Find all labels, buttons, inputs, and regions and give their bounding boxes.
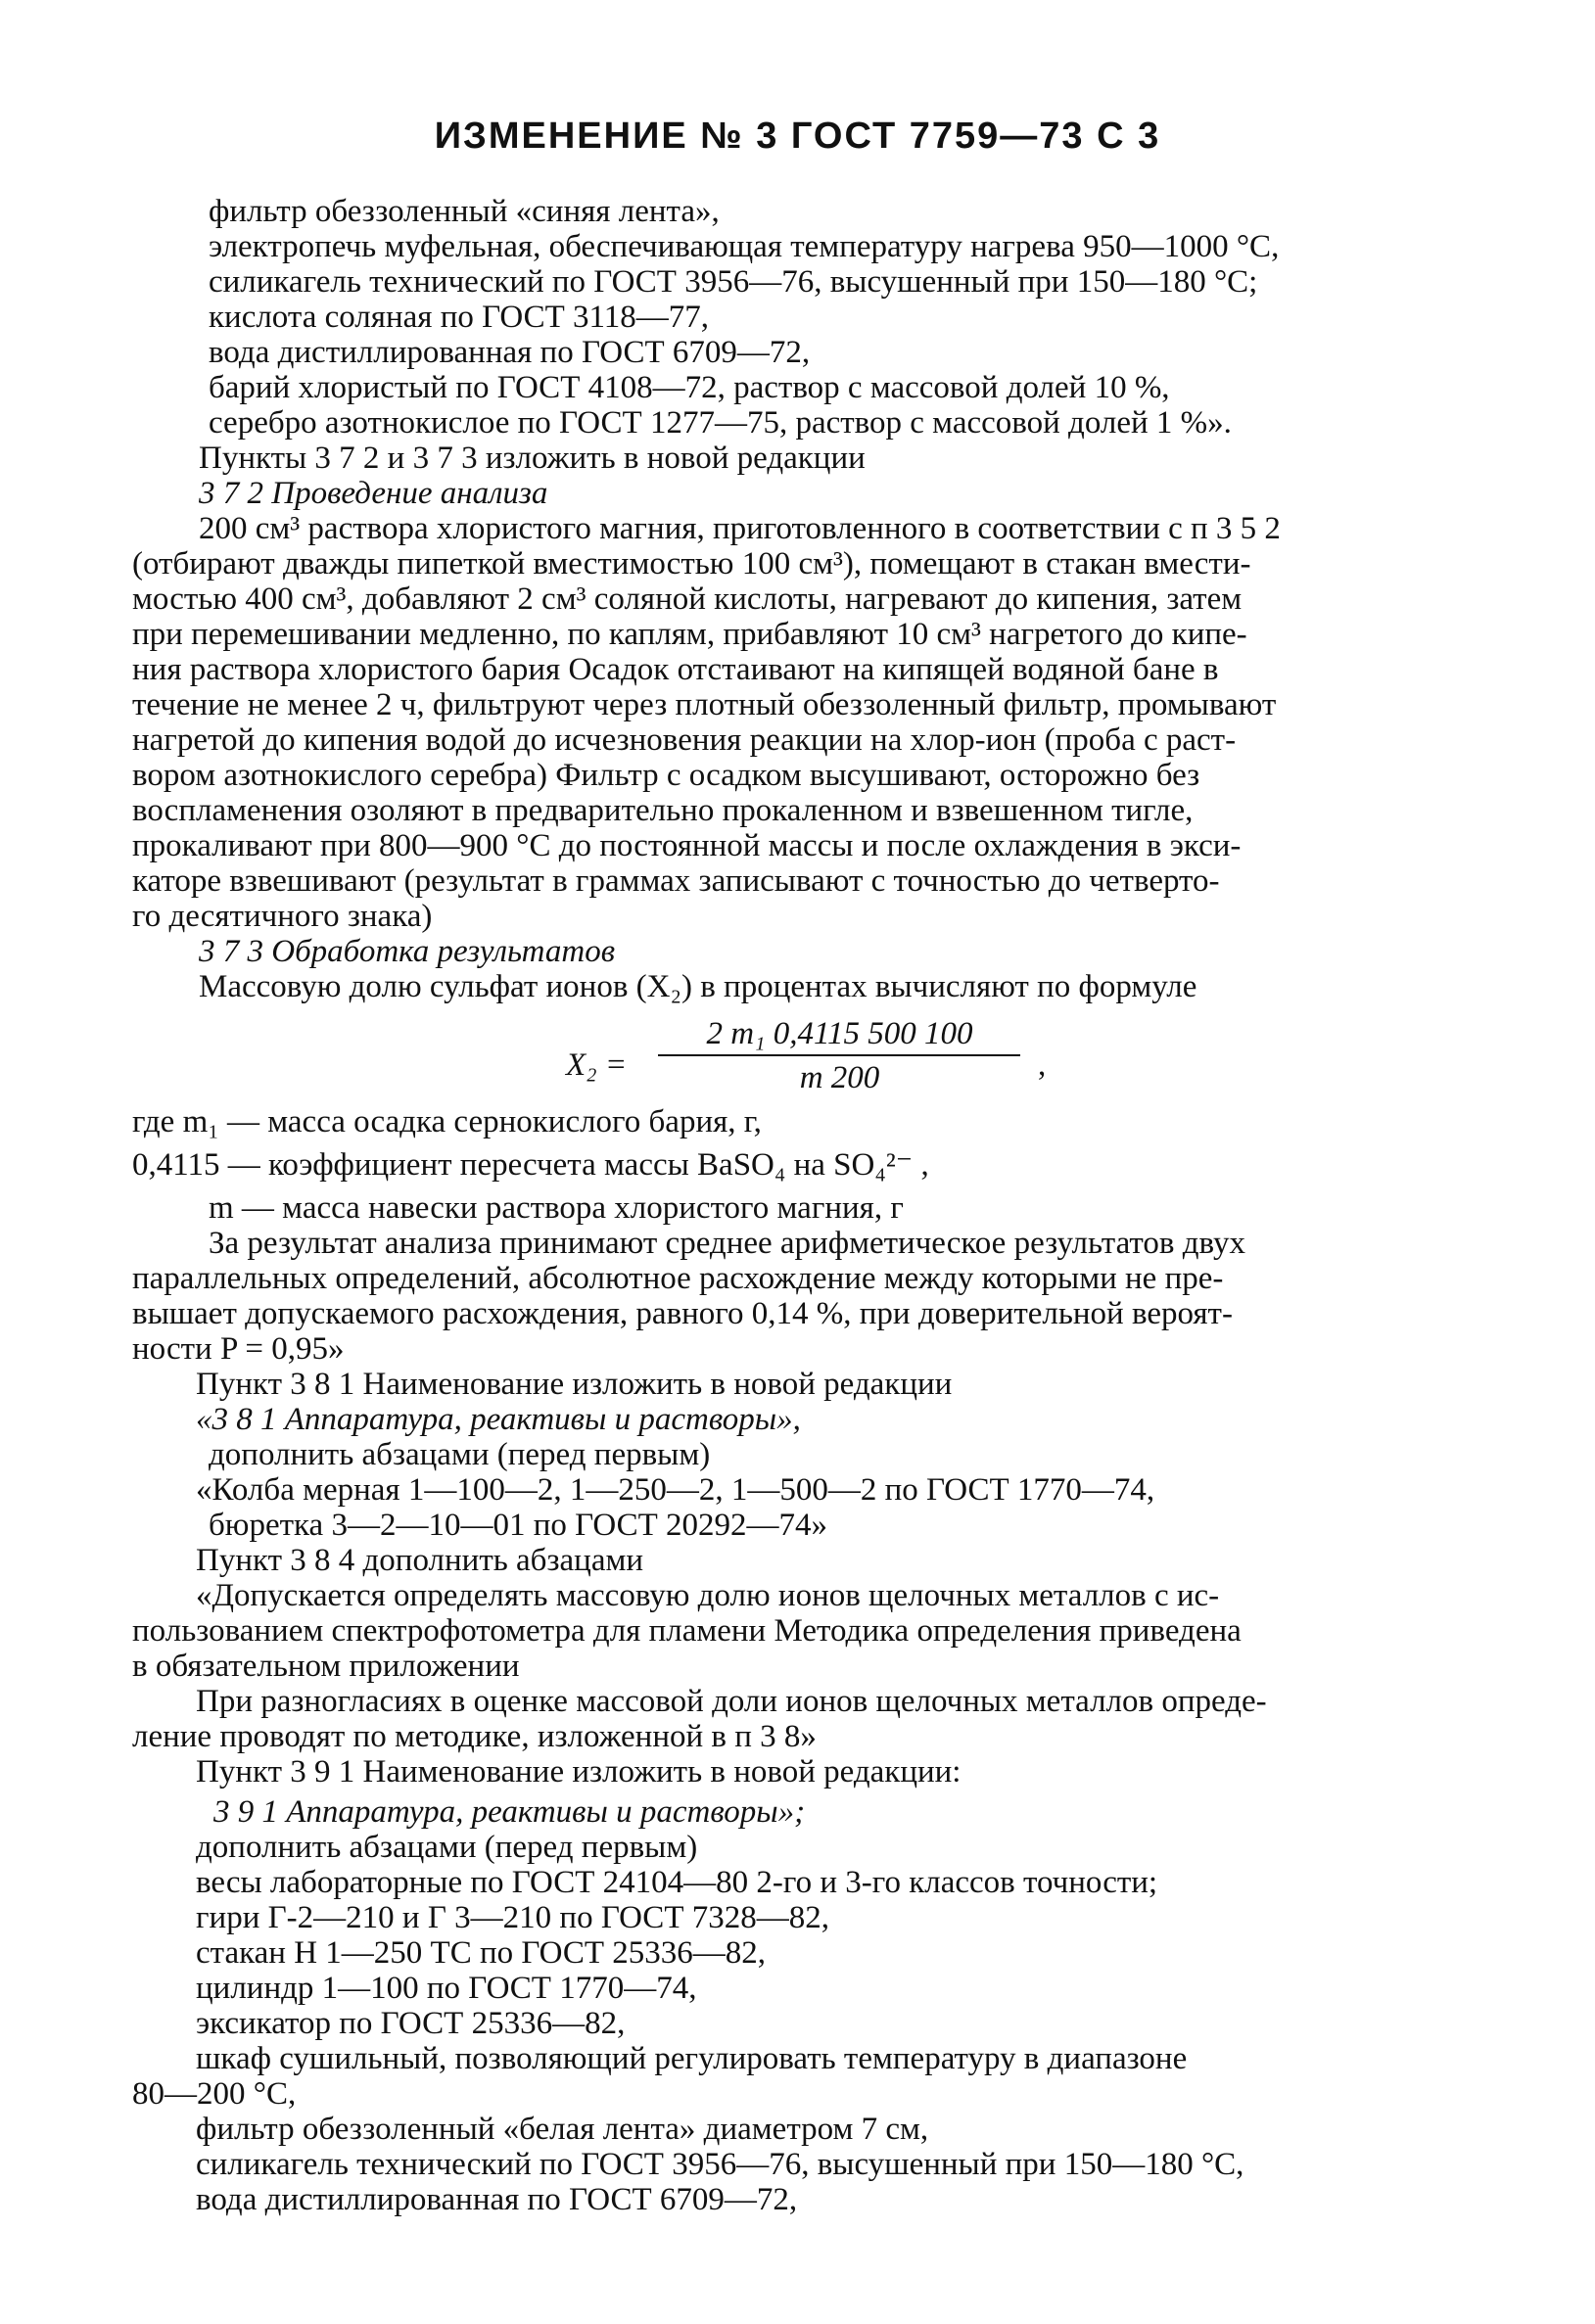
text-line: при перемешивании медленно, по каплям, прибавляют 10 см³ нагретого до кипе- [132, 617, 1247, 652]
text-line: силикагель технический по ГОСТ 3956—76, высушенный при 150—180 °С, [196, 2147, 1244, 2182]
text-line: серебро азотнокислое по ГОСТ 1277—75, раствор с массовой долей 1 %». [209, 405, 1232, 441]
text-line: 200 см³ раствора хлористого магния, приготовленного в соответствии с п 3 5 2 [199, 511, 1281, 546]
text-line: шкаф сушильный, позволяющий регулировать температуру в диапазоне [196, 2041, 1188, 2076]
text-line: ния раствора хлористого бария Осадок отстаивают на кипящей водяной бане в [132, 652, 1219, 687]
text-line: прокаливают при 800—900 °С до постоянной массы и после охлаждения в экси- [132, 828, 1242, 863]
text-line: Пункт 3 8 4 дополнить абзацами [196, 1543, 644, 1578]
text-line: дополнить абзацами (перед первым) [196, 1830, 698, 1865]
fraction-bar [658, 1054, 1020, 1056]
section-heading: 3 7 3 Обработка результатов [199, 934, 616, 969]
text-line: пользованием спектрофотометра для пламени Методика определения приведена [132, 1613, 1242, 1649]
text-line: электропечь муфельная, обеспечивающая температуру нагрева 950—1000 °С, [209, 229, 1280, 264]
text-line: силикагель технический по ГОСТ 3956—76, высушенный при 150—180 °С; [209, 264, 1258, 300]
formula-numerator: 2 m₁ 0,4115 500 100 [706, 1016, 973, 1051]
text-line: m — масса навески раствора хлористого магния, г [209, 1190, 904, 1226]
text-line: весы лабораторные по ГОСТ 24104—80 2-го и 3-го классов точности; [196, 1865, 1158, 1900]
text-line: дополнить абзацами (перед первым) [209, 1437, 711, 1472]
text-line: параллельных определений, абсолютное расхождение между которыми не пре- [132, 1261, 1224, 1296]
text-line: барий хлористый по ГОСТ 4108—72, раствор с массовой долей 10 %, [209, 370, 1170, 405]
section-heading: «3 8 1 Аппаратура, реактивы и растворы», [196, 1402, 801, 1437]
text-line: вышает допускаемого расхождения, равного 0,14 %, при доверительной вероят- [132, 1296, 1233, 1331]
text-line: го десятичного знака) [132, 899, 433, 934]
text-line: цилиндр 1—100 по ГОСТ 1770—74, [196, 1971, 697, 2006]
text-line: «Колба мерная 1—100—2, 1—250—2, 1—500—2 по ГОСТ 1770—74, [196, 1472, 1155, 1508]
formula-denominator: m 200 [799, 1060, 880, 1095]
text-line: «Допускается определять массовую долю ионов щелочных металлов с ис- [196, 1578, 1220, 1613]
text-line: вода дистиллированная по ГОСТ 6709—72, [196, 2182, 798, 2217]
text-line: ление проводят по методике, изложенной в п 3 8» [132, 1719, 817, 1754]
section-heading: 3 7 2 Проведение анализа [199, 476, 548, 511]
formula-trail: , [1038, 1047, 1047, 1083]
text-line: При разногласиях в оценке массовой доли ионов щелочных металлов опреде- [196, 1684, 1267, 1719]
formula-lhs: X₂ = [566, 1047, 628, 1083]
text-line: Пункт 3 9 1 Наименование изложить в новой редакции: [196, 1754, 962, 1789]
text-line: 0,4115 — коэффициент пересчета массы BaSO₄ на SO₄²⁻ , [132, 1147, 929, 1183]
text-line: мостью 400 см³, добавляют 2 см³ соляной кислоты, нагревают до кипения, затем [132, 581, 1243, 617]
text-line: бюретка 3—2—10—01 по ГОСТ 20292—74» [209, 1508, 828, 1543]
text-line: вором азотнокислого серебра) Фильтр с осадком высушивают, осторожно без [132, 758, 1200, 793]
text-line: где m₁ — масса осадка сернокислого бария, г, [132, 1104, 762, 1139]
text-line: ности P = 0,95» [132, 1331, 345, 1367]
text-line: фильтр обеззоленный «синяя лента», [209, 194, 720, 229]
section-heading: 3 9 1 Аппаратура, реактивы и растворы»; [213, 1794, 806, 1830]
text-line: фильтр обеззоленный «белая лента» диаметром 7 см, [196, 2112, 929, 2147]
text-line: Массовую долю сульфат ионов (X₂) в процентах вычисляют по формуле [199, 969, 1197, 1004]
text-line: течение не менее 2 ч, фильтруют через плотный обеззоленный фильтр, промывают [132, 687, 1277, 722]
text-line: 80—200 °С, [132, 2076, 297, 2112]
text-line: За результат анализа принимают среднее арифметическое результатов двух [209, 1226, 1245, 1261]
text-line: вода дистиллированная по ГОСТ 6709—72, [209, 335, 811, 370]
text-line: гири Г-2—210 и Г 3—210 по ГОСТ 7328—82, [196, 1900, 829, 1935]
page-header: ИЗМЕНЕНИЕ № 3 ГОСТ 7759—73 С 3 [434, 116, 1161, 157]
text-line: Пункт 3 8 1 Наименование изложить в новой редакции [196, 1367, 953, 1402]
text-line: (отбирают дважды пипеткой вместимостью 100 см³), помещают в стакан вмести- [132, 546, 1251, 581]
text-line: Пункты 3 7 2 и 3 7 3 изложить в новой редакции [199, 441, 866, 476]
text-line: нагретой до кипения водой до исчезновения реакции на хлор-ион (проба с раст- [132, 722, 1237, 758]
text-line: воспламенения озоляют в предварительно прокаленном и взвешенном тигле, [132, 793, 1194, 828]
text-line: стакан Н 1—250 ТС по ГОСТ 25336—82, [196, 1935, 767, 1971]
text-line: каторе взвешивают (результат в граммах записывают с точностью до четверто- [132, 863, 1220, 899]
text-line: эксикатор по ГОСТ 25336—82, [196, 2006, 626, 2041]
text-line: в обязательном приложении [132, 1649, 520, 1684]
text-line: кислота соляная по ГОСТ 3118—77, [209, 300, 710, 335]
